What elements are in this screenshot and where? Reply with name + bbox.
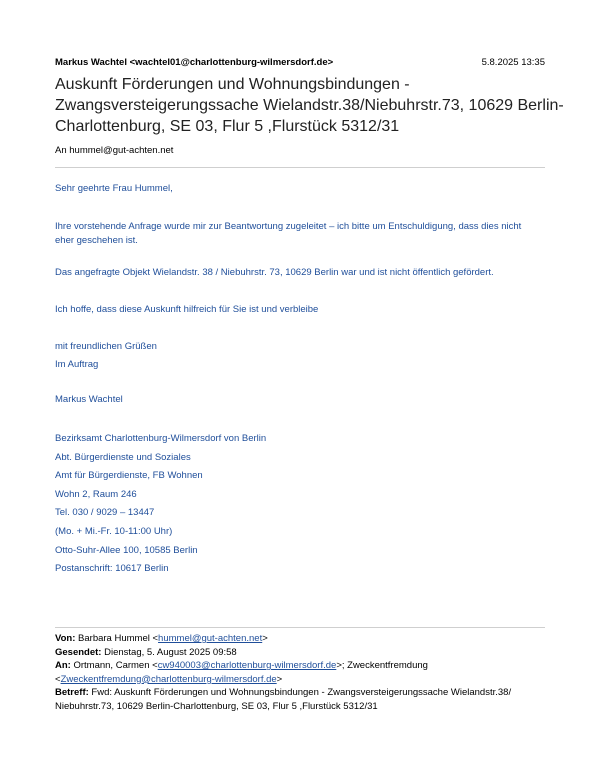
signature-block (55, 430, 545, 579)
to-name: Ortmann, Carmen < (73, 660, 158, 672)
signature-line: Tel. 030 / 9029 – 13447 (55, 507, 155, 519)
signature-line: Wohn 2, Raum 246 (55, 488, 137, 500)
from-name: Barbara Hummel < (78, 633, 159, 644)
sent-value: Dienstag, 5. August 2025 09:58 (104, 646, 237, 658)
paragraph-2: Das angefragte Objekt Wielandstr. 38 / Niebuhrstr. 73, 10629 Berlin war und ist nicht öffentlich gefördert. (55, 267, 494, 278)
subject-label: Betreff: (55, 687, 89, 699)
closing (55, 340, 545, 372)
paragraph-1-line: Ihre vorstehende Anfrage wurde mir zur Beantwortung zugeleitet – ich bitte um Entschuldigung, dass dies nicht (55, 221, 522, 232)
email-subject (55, 74, 564, 137)
sender-name: Markus Wachtel (55, 394, 123, 405)
to-mid: >; Zweckentfremdung (336, 660, 428, 672)
closing-line: Im Auftrag (55, 359, 99, 370)
subject-line: Zwangsversteigerungssache Wielandstr.38/Niebuhrstr.73, 10629 Berlin- (55, 97, 564, 114)
sent-label: Gesendet: (55, 646, 102, 658)
from-label: Von: (55, 633, 76, 644)
signature-line: Otto-Suhr-Allee 100, 10585 Berlin (55, 544, 198, 556)
subject-line: Auskunft Förderungen und Wohnungsbindungen - (55, 76, 410, 93)
sent-date: 5.8.2025 13:35 (481, 57, 545, 68)
paragraph-1-line: eher geschehen ist. (55, 235, 138, 246)
closing-line: mit freundlichen Grüßen (55, 341, 157, 352)
forwarded-header (55, 632, 545, 714)
from-end: > (262, 633, 268, 644)
to-email2-open: < (55, 673, 61, 685)
header-divider (55, 167, 545, 168)
forwarded-to (55, 659, 545, 673)
signature-line: Postanschrift: 10617 Berlin (55, 563, 169, 575)
sender: Markus Wachtel <wachtel01@charlottenburg-wilmersdorf.de> (55, 57, 334, 68)
signature-line: Bezirksamt Charlottenburg-Wilmersdorf von Berlin (55, 433, 267, 444)
forwarded-sent (55, 646, 545, 660)
subject-line: Charlottenburg, SE 03, Flur 5 ,Flurstück 5312/31 (55, 118, 400, 135)
signature-line: (Mo. + Mi.-Fr. 10-11:00 Uhr) (55, 525, 173, 537)
to-label: An: (55, 660, 71, 672)
to-email-link[interactable]: cw940003@charlottenburg-wilmersdorf.de (157, 660, 337, 672)
forwarded-subject-cont: Niebuhrstr.73, 10629 Berlin-Charlottenburg, SE 03, Flur 5 ,Flurstück 5312/31 (55, 700, 378, 712)
to-email2-close: > (276, 673, 283, 685)
recipient-line: An hummel@gut-achten.net (55, 145, 174, 156)
email-header (55, 56, 545, 70)
paragraph-3: Ich hoffe, dass diese Auskunft hilfreich für Sie ist und verbleibe (55, 304, 319, 315)
greeting: Sehr geehrte Frau Hummel, (55, 183, 173, 194)
forwarded-subject (55, 686, 545, 700)
paragraph-1 (55, 220, 545, 248)
signature-line: Amt für Bürgerdienste, FB Wohnen (55, 470, 203, 482)
forwarded-to-cont (55, 673, 545, 687)
to-email2-link[interactable]: Zweckentfremdung@charlottenburg-wilmersdorf.de (60, 673, 277, 685)
from-email-link[interactable]: hummel@gut-achten.net (158, 633, 263, 644)
signature-line: Abt. Bürgerdienste und Soziales (55, 451, 191, 463)
forwarded-from (55, 632, 545, 646)
subject-value-line: Fwd: Auskunft Förderungen und Wohnungsbindungen - Zwangsversteigerungssache Wielandstr.38/ (91, 687, 512, 699)
forward-divider (55, 627, 545, 628)
